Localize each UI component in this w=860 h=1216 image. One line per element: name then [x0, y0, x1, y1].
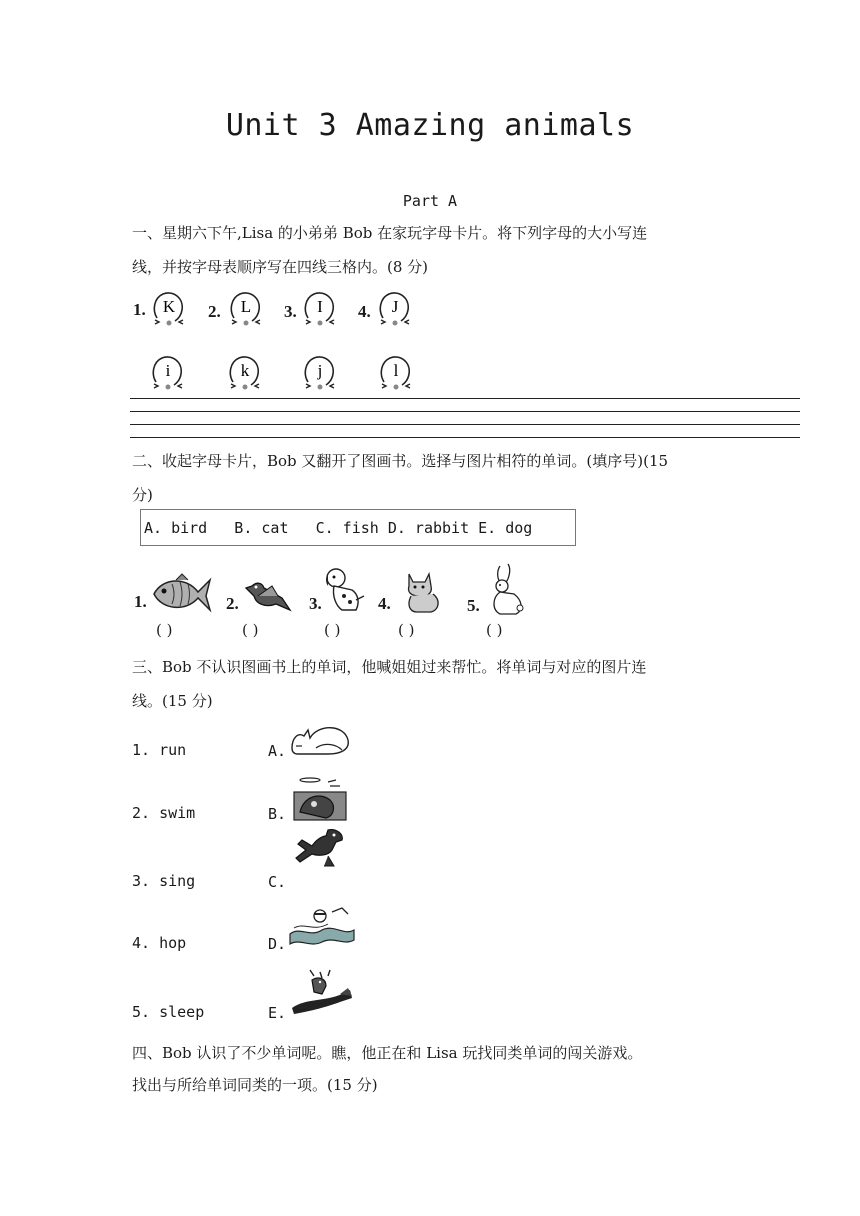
grid-line — [130, 424, 800, 425]
q2-instruction-line1: 二、收起字母卡片，Bob 又翻开了图画书。选择与图片相符的单词。(填序号)(15 — [132, 452, 669, 470]
card-number: 1. — [133, 300, 146, 319]
svg-text:L: L — [240, 297, 252, 316]
picture-number: 2. — [226, 594, 239, 613]
answer-blank[interactable]: ( ) — [486, 621, 503, 639]
svg-text:K: K — [162, 297, 176, 316]
dog-icon — [322, 566, 366, 620]
q3-instruction-line2: 线。(15 分) — [132, 692, 213, 710]
word-item: 1. run — [132, 741, 187, 759]
svg-text:j: j — [317, 361, 323, 380]
letter-card-uppercase — [151, 290, 187, 328]
letter-card-lowercase — [150, 354, 186, 392]
grid-line — [130, 411, 800, 412]
letter-card-uppercase — [228, 290, 264, 328]
card-number: 3. — [284, 302, 297, 321]
picture-number: 1. — [134, 592, 147, 611]
svg-text:l: l — [393, 361, 399, 380]
sleeping-cat-icon — [288, 718, 352, 762]
word-item: 4. hop — [132, 934, 187, 952]
letter-card-uppercase — [302, 290, 338, 328]
answer-blank[interactable]: ( ) — [242, 621, 259, 639]
letter-card-lowercase — [227, 354, 263, 392]
word-options: A. bird B. cat C. fish D. rabbit E. dog — [144, 519, 533, 537]
singing-icon — [290, 776, 350, 826]
bird-icon — [242, 576, 292, 620]
svg-text:I: I — [317, 297, 323, 316]
picture-number: 5. — [467, 596, 480, 615]
picture-letter: C. — [268, 873, 287, 891]
letter-card-lowercase — [302, 354, 338, 392]
picture-letter: E. — [268, 1004, 287, 1022]
fish-icon — [150, 572, 212, 620]
card-number: 2. — [208, 302, 221, 321]
word-item: 5. sleep — [132, 1003, 205, 1021]
q1-instruction-line1: 一、星期六下午,Lisa 的小弟弟 Bob 在家玩字母卡片。将下列字母的大小写连 — [132, 224, 648, 242]
answer-blank[interactable]: ( ) — [156, 621, 173, 639]
picture-letter: A. — [268, 742, 287, 760]
answer-blank[interactable]: ( ) — [398, 621, 415, 639]
letter-card-lowercase — [378, 354, 414, 392]
grid-line — [130, 437, 800, 438]
picture-number: 3. — [309, 594, 322, 613]
q1-instruction-line2: 线，并按字母表顺序写在四线三格内。(8 分) — [132, 258, 429, 276]
svg-text:k: k — [240, 361, 250, 380]
part-heading: Part A — [402, 192, 458, 210]
q3-instruction-line1: 三、Bob 不认识图画书上的单词，他喊姐姐过来帮忙。将单词与对应的图片连 — [132, 658, 647, 676]
picture-letter: D. — [268, 935, 287, 953]
swimming-icon — [288, 904, 356, 952]
q4-instruction-line2: 找出与所给单词同类的一项。(15 分) — [132, 1076, 378, 1094]
card-number: 4. — [358, 302, 371, 321]
picture-number: 4. — [378, 594, 391, 613]
svg-text:i: i — [165, 361, 171, 380]
picture-letter: B. — [268, 805, 287, 823]
letter-card-uppercase — [377, 290, 413, 328]
cat-icon — [399, 568, 445, 618]
hopping-bird-icon — [290, 968, 354, 1020]
word-item: 2. swim — [132, 804, 196, 822]
rabbit-icon — [486, 562, 526, 622]
answer-blank[interactable]: ( ) — [324, 621, 341, 639]
q4-instruction-line1: 四、Bob 认识了不少单词呢。瞧，他正在和 Lisa 玩找同类单词的闯关游戏。 — [132, 1044, 643, 1062]
page-title: Unit 3 Amazing animals — [225, 108, 635, 143]
grid-line — [130, 398, 800, 399]
svg-text:J: J — [391, 297, 399, 316]
word-item: 3. sing — [132, 872, 196, 890]
running-dog-icon — [292, 826, 348, 874]
q2-instruction-line2: 分) — [132, 486, 153, 504]
